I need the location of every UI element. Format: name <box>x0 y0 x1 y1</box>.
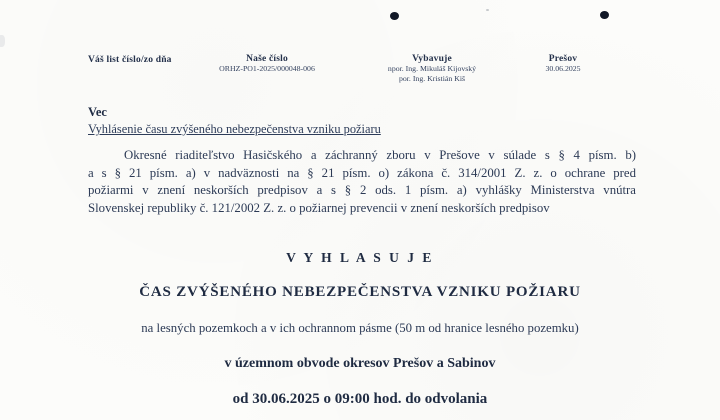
subject-label: Vec <box>88 105 107 119</box>
date-value: 30.06.2025 <box>545 64 581 73</box>
declaration-title: ČAS ZVÝŠENÉHO NEBEZPEČENSTVA VZNIKU POŽIARU <box>139 284 581 300</box>
body-line: Okresné riaditeľstvo Hasičského a záchranný zboru v Prešove v súlade s § 4 písm. b) <box>124 148 636 162</box>
declaration-area: v územnom obvode okresov Prešov a Sabinov <box>224 356 496 371</box>
subject-line: Vyhlásenie času zvýšeného nebezpečenstva vzniku požiaru <box>88 122 381 136</box>
letterhead-your-ref <box>88 55 172 65</box>
handled-by-name-1: npor. Ing. Mikuláš Kijovský <box>387 64 477 73</box>
body-line: Slovenskej republiky č. 121/2002 Z. z. o požiarnej prevencii v znení neskorších predpisov <box>88 200 550 215</box>
body-paragraph <box>88 147 636 217</box>
handled-by-name-2: por. Ing. Kristián Kiš <box>398 74 466 83</box>
body-line: a s § 21 písm. a) v nadväznosti na § 21 písm. o) zákona č. 314/2001 Z. z. o ochrane pred <box>88 165 636 180</box>
letterhead-our-ref <box>203 54 331 74</box>
scan-smudge <box>0 35 5 47</box>
declaration-verb: V Y H L A S U J E <box>286 250 434 265</box>
body-line: požiarmi v znení neskorších predpisov a s § 2 ods. 1 písm. a) vyhlášky Ministerstva vnútra <box>88 183 636 198</box>
declaration-period: od 30.06.2025 o 09:00 hod. do odvolania <box>232 391 488 407</box>
place-label: Prešov <box>548 54 578 64</box>
letterhead-place-date <box>513 54 613 74</box>
declaration-scope: na lesných pozemkoch a v ich ochrannom pásme (50 m od hranice lesného pozemku) <box>141 321 579 335</box>
scan-dot-right <box>600 11 609 19</box>
your-ref-label: Váš list číslo/zo dňa <box>88 55 172 65</box>
our-ref-value: ORHZ-PO1-2025/000048-006 <box>219 64 315 73</box>
letterhead-handled-by <box>366 54 498 84</box>
scan-speck <box>486 9 489 11</box>
our-ref-label: Naše číslo <box>246 54 288 64</box>
handled-by-label: Vybavuje <box>412 54 452 64</box>
scan-dot-left <box>390 12 399 20</box>
